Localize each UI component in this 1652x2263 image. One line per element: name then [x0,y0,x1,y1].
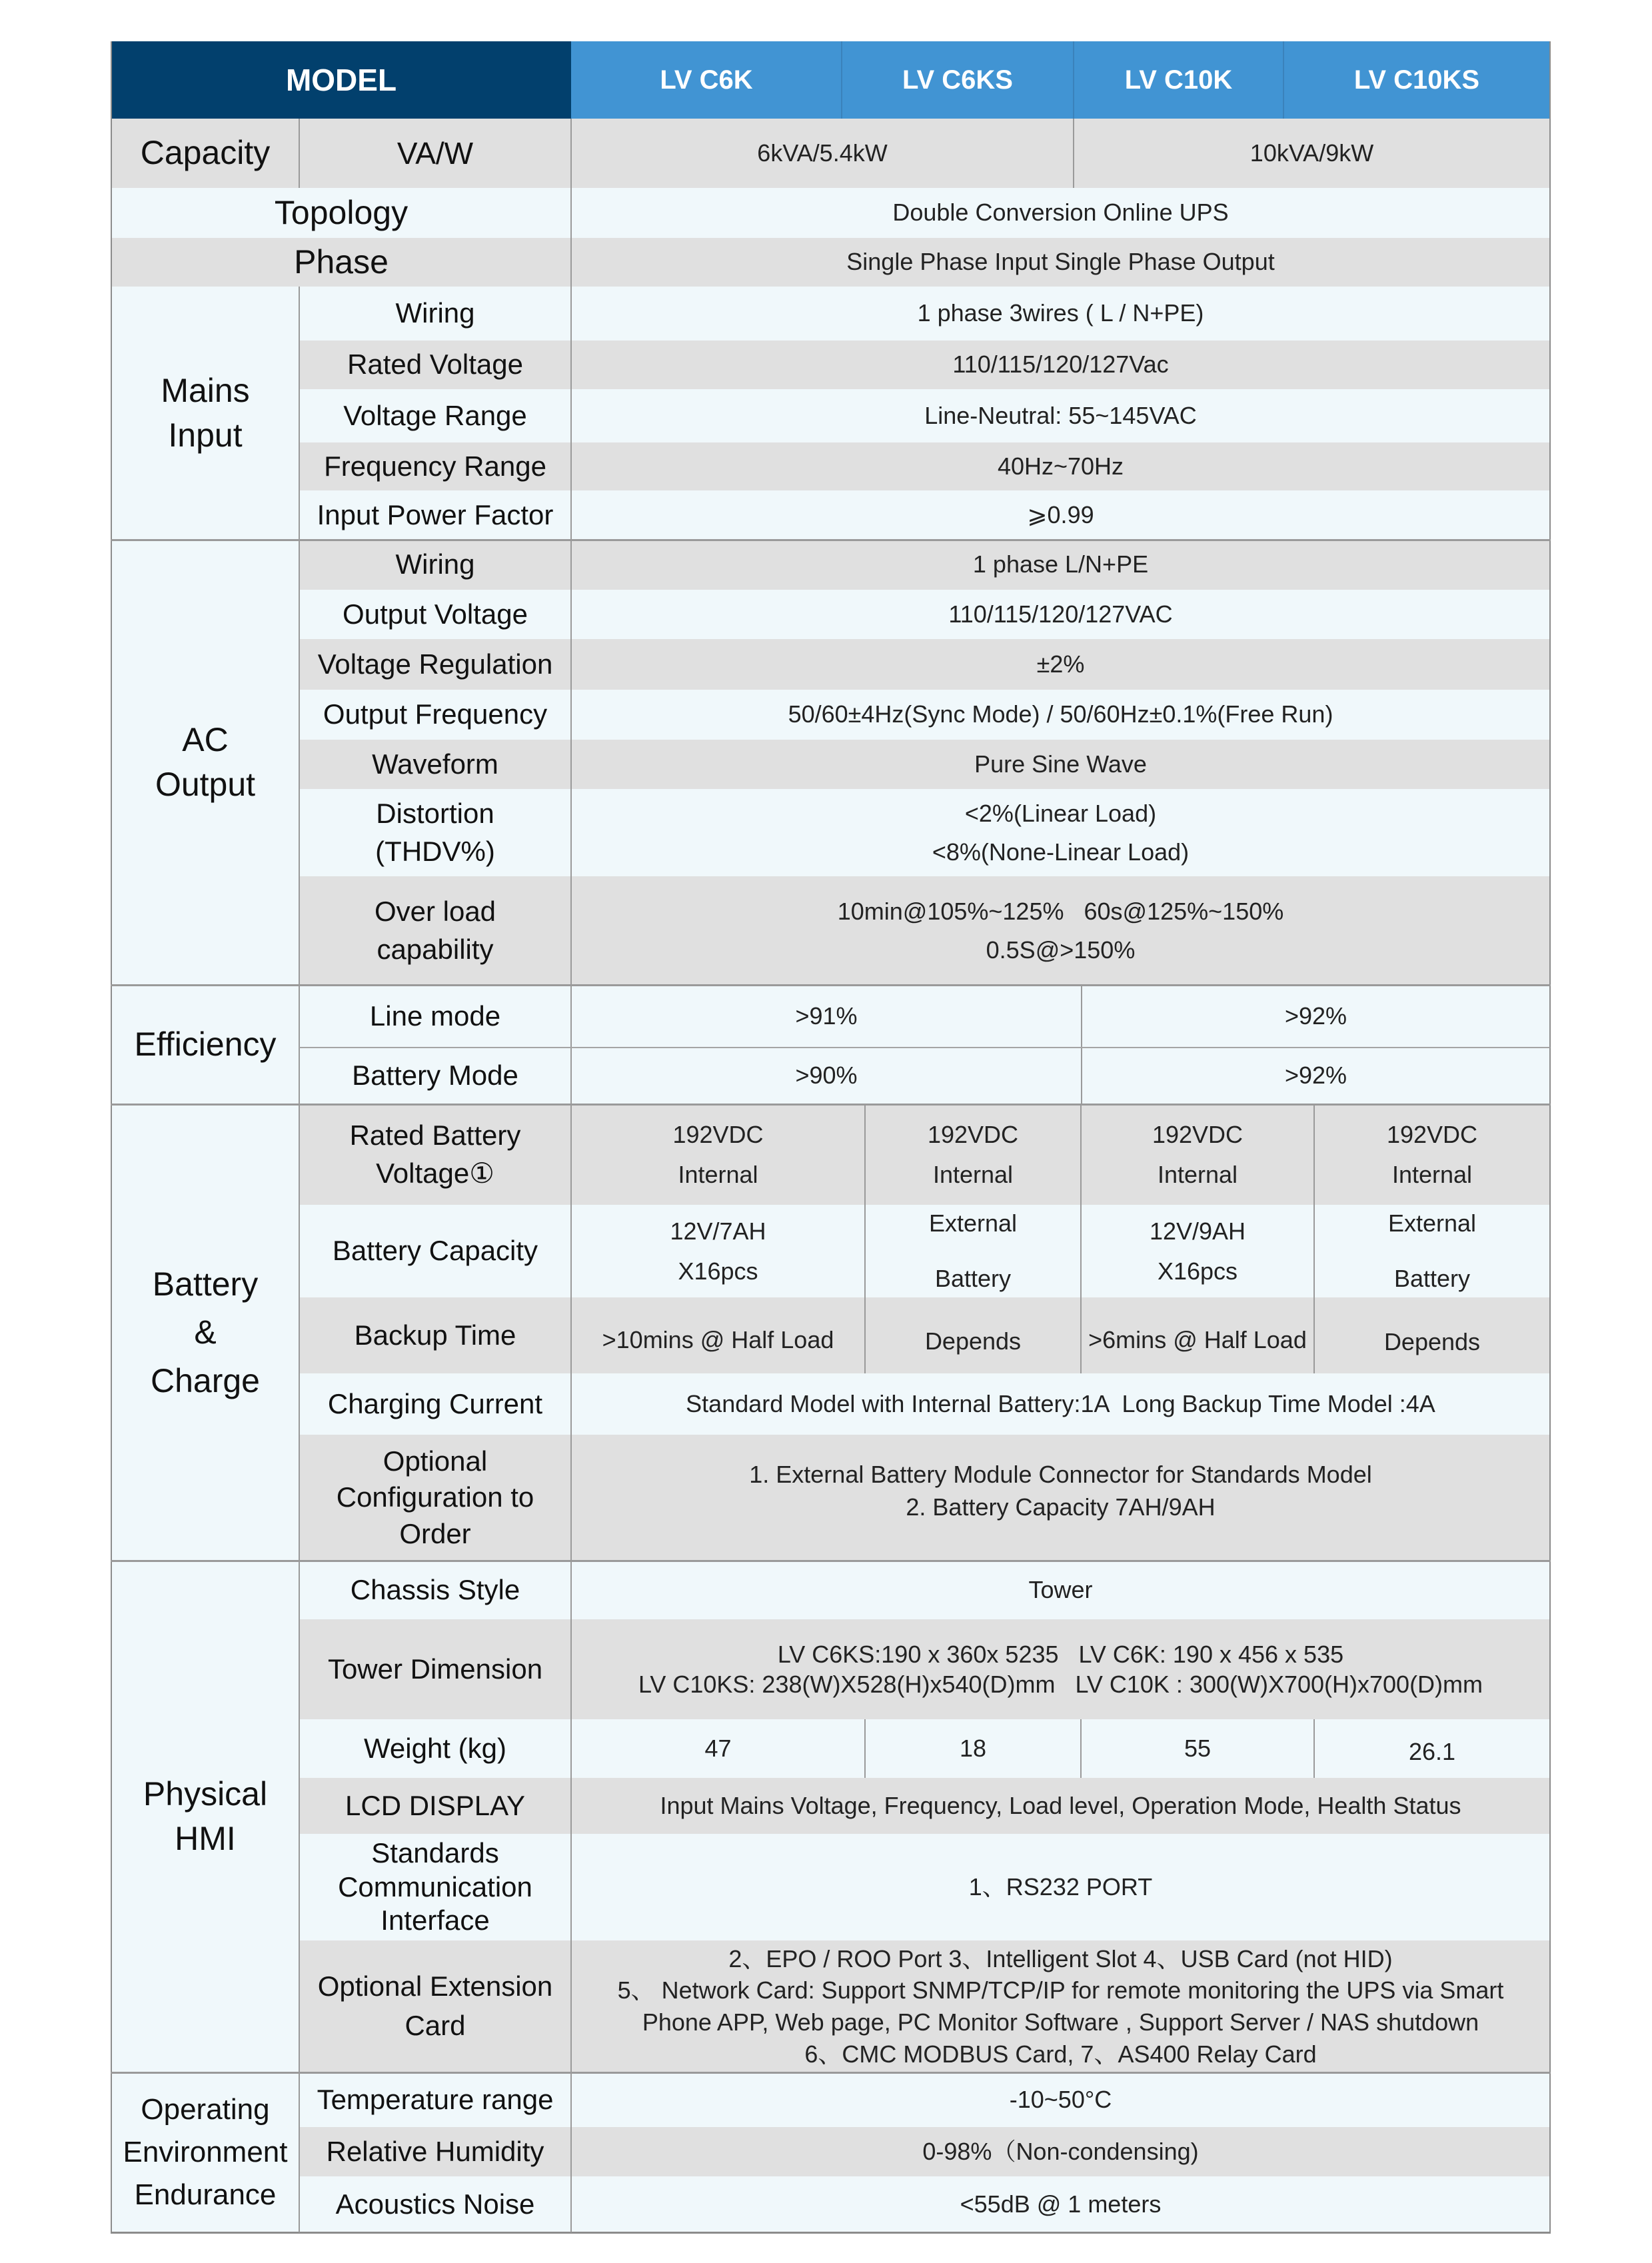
column-divider [1313,1104,1315,1373]
category-mains-input [111,287,299,540]
ac-distortion-label [299,789,571,876]
value-text: 5、 Network Card: Support SNMP/TCP/IP for remote monitoring the UPS via Smart [617,1976,1504,2004]
column-divider [1080,1719,1082,1778]
temperature-range-value [571,2072,1550,2127]
sub-label: Wiring [395,297,475,329]
ac-output-frequency-label [299,690,571,740]
value-text: X16pcs [678,1257,758,1285]
section-divider [111,984,1551,986]
category-label: HMI [175,1820,236,1857]
section-divider [111,1560,1551,1562]
sub-label: LCD DISPLAY [345,1789,525,1821]
ac-overload-label [299,876,571,985]
value-text: <2%(Linear Load) [964,799,1157,827]
optional-extension-value [571,1940,1550,2072]
category-label: Capacity [140,134,271,172]
value-text: Battery [934,1264,1012,1292]
value-text: >92% [1284,1002,1347,1030]
value-text: ±2% [1036,650,1085,678]
chassis-style-label [299,1561,571,1619]
battery-backup-c10ks [1314,1297,1550,1373]
capacity-unit [299,119,571,188]
capacity-value-10k [1074,119,1550,188]
standards-interface-value [571,1834,1550,1940]
section-divider [111,539,1551,541]
efficiency-battery-mode-6k [571,1048,1082,1104]
battery-rated-voltage-c10ks [1314,1104,1550,1205]
sub-label: Communication [338,1871,532,1902]
ac-overload-value [571,876,1550,985]
ac-waveform-label [299,740,571,789]
model-column-lv-c10ks [1283,41,1550,119]
mains-power-factor-label [299,490,571,540]
phase-value [571,238,1550,287]
value-text: Internal [1157,1160,1238,1188]
value-text: Line-Neutral: 55~145VAC [924,401,1197,429]
weight-label [299,1719,571,1778]
tower-dimension-label [299,1619,571,1719]
value-text: Pure Sine Wave [974,750,1147,778]
sub-label: Weight (kg) [364,1732,506,1764]
sub-label: Backup Time [354,1319,516,1351]
category-label: Mains [161,371,250,409]
sub-label: Tower Dimension [327,1653,543,1685]
lcd-display-label [299,1778,571,1834]
row-divider [299,1047,1550,1048]
battery-capacity-c10k [1081,1205,1314,1297]
optional-configuration-value [571,1435,1550,1561]
battery-capacity-c6k [571,1205,865,1297]
sub-label: Optional [383,1445,488,1477]
value-text: Single Phase Input Single Phase Output [846,248,1275,276]
value-text: 110/115/120/127Vac [952,351,1169,378]
mains-wiring-label [299,287,571,341]
column-divider [570,119,572,2232]
value-text: 10kVA/9kW [1249,139,1374,167]
value-text: External [928,1209,1018,1237]
sub-label: Chassis Style [350,1573,520,1605]
value-text: 1 phase L/N+PE [972,550,1149,578]
column-divider [1313,1719,1315,1778]
value-text: 1 phase 3wires ( L / N+PE) [917,299,1204,327]
value-text: Depends [1383,1327,1481,1355]
value-text: 6kVA/5.4kW [757,139,888,167]
value-text: -10~50°C [1009,2085,1112,2113]
model-name: LV C6K [660,65,753,95]
mains-voltage-range-value [571,389,1550,442]
battery-capacity-c10ks [1314,1205,1550,1297]
model-column-lv-c10k [1074,41,1283,119]
battery-backup-c10k [1081,1297,1314,1373]
table-border-right [1549,41,1551,2233]
value-text: >6mins @ Half Load [1088,1325,1307,1353]
value-text: Double Conversion Online UPS [892,199,1229,227]
sub-label: Distortion [376,797,494,829]
sub-label: Acoustics Noise [335,2188,535,2220]
category-label: Endurance [134,2178,277,2211]
topology-label [111,188,571,238]
topology-value [571,188,1550,238]
value-text: Depends [924,1327,1022,1355]
value-text: 40Hz~70Hz [997,452,1124,480]
ac-voltage-regulation-value [571,639,1550,690]
value-text: 110/115/120/127VAC [948,600,1173,628]
acoustics-noise-label [299,2176,571,2232]
sub-label: Rated Voltage [347,349,523,380]
sub-label: Battery Mode [352,1060,518,1092]
battery-rated-voltage-label [299,1104,571,1205]
model-column-lv-c6ks [842,41,1074,119]
category-label: Topology [274,193,409,231]
table-border-left [111,41,112,2233]
category-label: Physical [143,1775,268,1813]
value-text: External [1387,1209,1477,1237]
weight-c10k [1081,1719,1314,1778]
sub-label: Charging Current [327,1387,543,1419]
value-text: 192VDC [1152,1121,1243,1149]
ac-voltage-regulation-label [299,639,571,690]
category-label: Input [168,416,243,454]
charging-current-label [299,1373,571,1435]
category-efficiency [111,985,299,1104]
mains-frequency-range-label [299,442,571,490]
charging-current-value [571,1373,1550,1435]
weight-c10ks [1314,1719,1550,1778]
value-text: 47 [704,1734,732,1762]
value-text: 0-98%（Non-condensing) [922,2137,1199,2165]
value-text: 18 [959,1734,987,1762]
sub-label: Configuration to [336,1481,534,1513]
battery-rated-voltage-c10k [1081,1104,1314,1205]
model-column-lv-c6k [571,41,842,119]
mains-frequency-range-value [571,442,1550,490]
sub-label: Card [405,2010,466,2041]
value-text: 55 [1184,1734,1212,1762]
category-label: Efficiency [134,1025,277,1063]
section-divider [111,1104,1551,1106]
value-text: 2. Battery Capacity 7AH/9AH [906,1493,1216,1521]
value-text: 1. External Battery Module Connector for Standards Model [749,1461,1372,1488]
sub-label: Line mode [369,1000,501,1032]
column-divider [864,1104,866,1373]
ac-waveform-value [571,740,1550,789]
sub-label: Voltage Regulation [317,648,553,680]
category-label: Output [155,766,256,803]
optional-configuration-label [299,1435,571,1561]
sub-label: Order [399,1517,471,1549]
header-divider [1073,41,1074,119]
value-text: Standard Model with Internal Battery:1A Long Backup Time Model :4A [686,1389,1435,1417]
value-text: 26.1 [1408,1737,1456,1765]
value-text: >10mins @ Half Load [602,1325,834,1353]
header-divider [1283,41,1284,119]
ac-output-voltage-value [571,590,1550,639]
value-text: 192VDC [1386,1121,1478,1149]
header-divider [841,41,842,119]
value-text: 10min@105%~125% 60s@125%~150% [837,897,1284,925]
value-text: LV C10KS: 238(W)X528(H)x540(D)mm LV C10K : 300(W)X700(H)x700(D)mm [638,1671,1483,1698]
sub-label: Voltage① [376,1157,494,1189]
relative-humidity-label [299,2127,571,2176]
sub-label: Temperature range [317,2083,554,2115]
sub-label: Input Power Factor [317,498,554,530]
efficiency-battery-mode-10k [1082,1048,1550,1104]
category-label: Operating [141,2093,270,2126]
temperature-range-label [299,2072,571,2127]
column-divider [1073,119,1074,188]
model-header-label: MODEL [285,62,397,97]
optional-extension-label [299,1940,571,2072]
battery-rated-voltage-c6k [571,1104,865,1205]
sub-label: Interface [381,1904,490,1936]
category-label: Charge [151,1361,260,1399]
value-text: Internal [678,1160,758,1188]
tower-dimension-value [571,1619,1550,1719]
column-divider [299,287,300,2232]
sub-label: Output Frequency [323,698,548,730]
value-text: 6、CMC MODBUS Card, 7、AS400 Relay Card [804,2040,1317,2068]
mains-power-factor-value [571,490,1550,540]
ac-distortion-value [571,789,1550,876]
column-divider [1080,1104,1082,1373]
weight-c6k [571,1719,865,1778]
value-text: Tower [1028,1575,1093,1603]
value-text: 12V/9AH [1149,1217,1246,1245]
ac-wiring-value [571,540,1550,590]
battery-rated-voltage-c6ks [865,1104,1081,1205]
standards-interface-label [299,1834,571,1940]
sub-label: VA/W [397,135,474,171]
sub-label: Waveform [372,748,498,780]
category-label: AC [182,720,229,758]
value-text: 50/60±4Hz(Sync Mode) / 50/60Hz±0.1%(Free Run) [788,700,1333,728]
value-text: LV C6KS:190 x 360x 5235 LV C6K: 190 x 456 x 535 [777,1641,1344,1668]
category-capacity [111,119,299,188]
value-text: 192VDC [927,1121,1019,1149]
capacity-value-6k [571,119,1074,188]
mains-rated-voltage-label [299,341,571,389]
sub-label: Frequency Range [324,450,546,482]
column-divider [299,119,300,188]
value-text: >92% [1284,1062,1347,1090]
model-header [111,41,571,119]
mains-voltage-range-label [299,389,571,442]
battery-backup-c6k [571,1297,865,1373]
category-label: Environment [123,2136,288,2169]
value-text: 12V/7AH [670,1217,766,1245]
table-border-bottom [111,2232,1551,2234]
column-divider [864,1719,866,1778]
lcd-display-value [571,1778,1550,1834]
value-text: Internal [932,1160,1014,1188]
model-name: LV C6KS [902,65,1013,95]
efficiency-line-mode-label [299,985,571,1048]
value-text: 2、EPO / ROO Port 3、Intelligent Slot 4、USB Card (not HID) [728,1944,1393,1972]
ac-output-voltage-label [299,590,571,639]
sub-label: Relative Humidity [326,2135,544,2167]
value-text: 192VDC [672,1121,764,1149]
sub-label: Wiring [395,548,475,580]
category-physical-hmi [111,1561,299,2072]
model-name: LV C10K [1124,65,1233,95]
battery-backup-time-label [299,1297,571,1373]
category-label: Phase [294,243,389,281]
relative-humidity-value [571,2127,1550,2176]
sub-label: capability [377,933,494,965]
battery-backup-c6ks [865,1297,1081,1373]
category-label: Battery [152,1265,259,1303]
sub-label: Voltage Range [343,399,527,431]
efficiency-battery-mode-label [299,1048,571,1104]
category-ac-output [111,540,299,985]
sub-label: (THDV%) [375,835,495,867]
category-operating-environment [111,2072,299,2232]
value-text: Input Mains Voltage, Frequency, Load level, Operation Mode, Health Status [660,1791,1461,1819]
category-label: & [194,1313,217,1351]
ac-wiring-label [299,540,571,590]
efficiency-line-mode-6k [571,985,1082,1048]
value-text: X16pcs [1157,1257,1238,1285]
sub-label: Over load [374,895,496,927]
model-name: LV C10KS [1353,65,1480,95]
value-text: <8%(None-Linear Load) [932,838,1190,866]
battery-capacity-c6ks [865,1205,1081,1297]
value-text: Phone APP, Web page, PC Monitor Software , Support Server / NAS shutdown [642,2008,1479,2036]
efficiency-line-mode-10k [1082,985,1550,1048]
value-text: >91% [795,1002,858,1030]
value-text: 0.5S@>150% [986,936,1136,964]
value-text: ⩾0.99 [1027,500,1094,528]
value-text: 1、RS232 PORT [968,1873,1153,1900]
value-text: >90% [795,1062,858,1090]
category-battery-charge [111,1104,299,1561]
sub-label: Standards [371,1837,499,1869]
acoustics-noise-value [571,2176,1550,2232]
mains-wiring-value [571,287,1550,341]
sub-label: Battery Capacity [332,1235,538,1267]
value-text: Battery [1393,1264,1471,1292]
ac-output-frequency-value [571,690,1550,740]
mains-rated-voltage-value [571,341,1550,389]
value-text: <55dB @ 1 meters [960,2190,1162,2218]
sub-label: Optional Extension [317,1970,553,2002]
sub-label: Rated Battery [349,1119,521,1151]
section-divider [111,2072,1551,2074]
phase-label [111,238,571,287]
battery-capacity-label [299,1205,571,1297]
sub-label: Output Voltage [343,598,528,630]
chassis-style-value [571,1561,1550,1619]
weight-c6ks [865,1719,1081,1778]
column-divider [1081,985,1082,1104]
value-text: Internal [1391,1160,1473,1188]
